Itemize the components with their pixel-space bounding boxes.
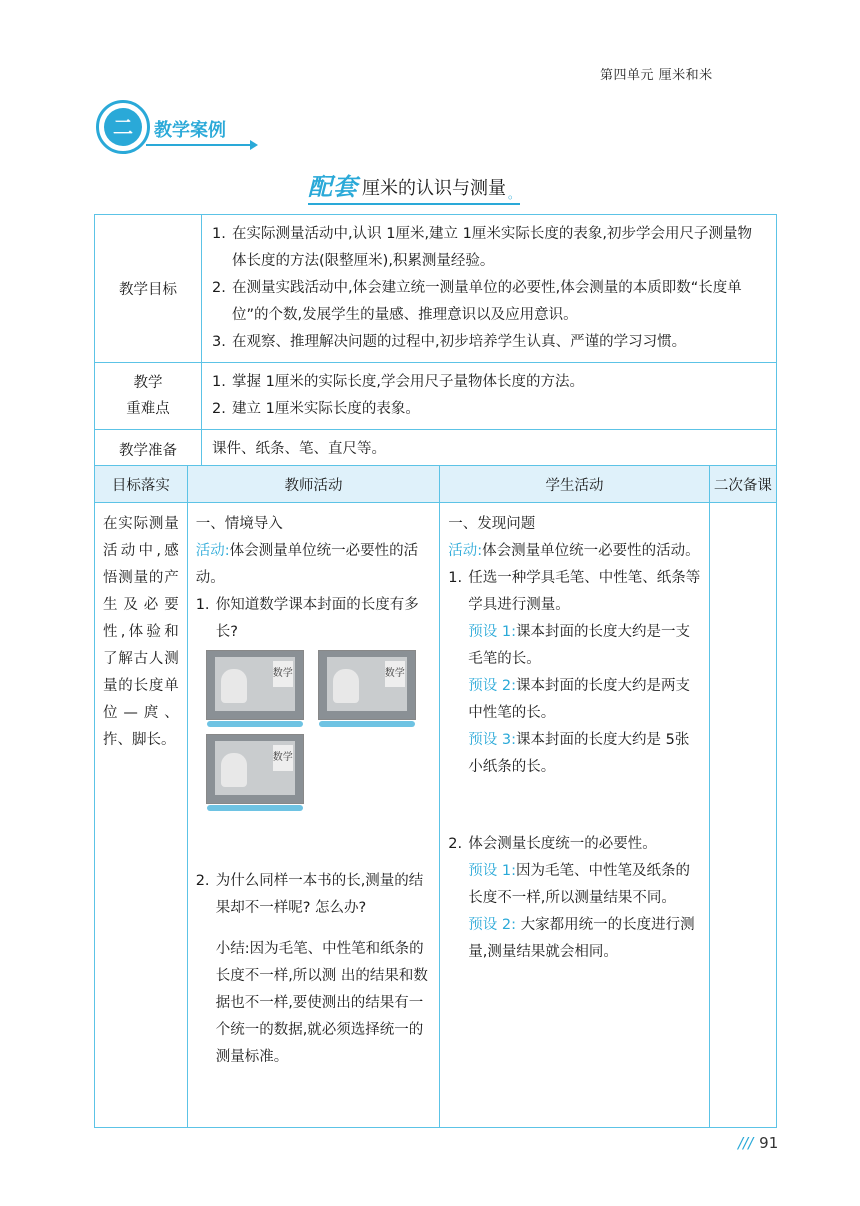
- header-student: 学生活动: [440, 466, 710, 503]
- page-number: /// 91: [738, 1134, 779, 1152]
- section-number-circle: [96, 100, 150, 154]
- objective-item: 1. 在实际测量活动中,认识 1厘米,建立 1厘米实际长度的表象,初步学会用尺子测量物体长度的方法(限整厘米),积累测量经验。: [212, 226, 752, 269]
- teacher-section-title: 一、情境导入: [195, 516, 283, 532]
- prep-row: [95, 430, 777, 470]
- lesson-title-text: 厘米的认识与测量: [362, 178, 506, 199]
- preset-item: 预设 1:因为毛笔、中性笔及纸条的长度不一样,所以测量结果不同。: [468, 863, 690, 906]
- title-underline: [308, 203, 520, 205]
- prep-content: 课件、纸条、笔、直尺等。: [202, 430, 777, 470]
- unit-header: 第四单元 厘米和米: [600, 68, 713, 83]
- objectives-content: [202, 215, 777, 363]
- preset-item: 预设 1:课本封面的长度大约是一支毛笔的长。: [468, 624, 690, 667]
- keypoints-label: 教学 重难点: [95, 363, 202, 430]
- keypoints-row: [95, 363, 777, 430]
- student-step-1: 1. 任选一种学具毛笔、中性笔、纸条等学具进行测量。: [448, 570, 701, 613]
- book-images-row: [206, 734, 432, 804]
- book-cover-image: 数学: [206, 650, 304, 720]
- header-target: 目标落实: [95, 466, 188, 503]
- student-section-title: 一、发现问题: [448, 516, 536, 532]
- teacher-question-2: 2. 为什么同样一本书的长,测量的结果却不一样呢? 怎么办?: [195, 873, 424, 916]
- preset-item: 预设 2:课本封面的长度大约是两支中性笔的长。: [468, 678, 690, 721]
- teacher-activity: 活动:体会测量单位统一必要性的活动。: [195, 543, 419, 586]
- preset-item: 预设 3:课本封面的长度大约是 5张小纸条的长。: [468, 732, 690, 775]
- book-cover-image: 数学: [206, 734, 304, 804]
- activity-table: [94, 465, 777, 1128]
- book-cover-image: 数学: [318, 650, 416, 720]
- section-number: 二: [104, 108, 142, 146]
- book-images-row: [206, 650, 432, 720]
- teacher-question-1: 1. 你知道数学课本封面的长度有多长?: [195, 597, 419, 640]
- student-activity: 活动:体会测量单位统一必要性的活动。: [448, 543, 700, 559]
- section-badge: [96, 100, 266, 160]
- activity-header-row: [95, 466, 777, 503]
- preset-item: 预设 2: 大家都用统一的长度进行测量,测量结果就会相同。: [468, 917, 695, 960]
- lesson-tag: 配套: [308, 173, 358, 201]
- gel-pen-image: [319, 721, 415, 727]
- keypoints-content: [202, 363, 777, 430]
- student-step-2: 2. 体会测量长度统一的必要性。: [448, 836, 657, 852]
- objective-item: 2. 在测量实践活动中,体会建立统一测量单位的必要性,体会测量的本质即数“长度单位”的个数,发展学生的量感、推理意识以及应用意识。: [212, 280, 742, 323]
- brush-pen-image: [207, 721, 303, 727]
- page-slashes: ///: [738, 1134, 754, 1152]
- header-teacher: 教师活动: [187, 466, 440, 503]
- revision-cell[interactable]: [709, 503, 776, 1128]
- teacher-cell: [187, 503, 440, 1128]
- prep-label: 教学准备: [95, 430, 202, 470]
- keypoint-item: 1. 掌握 1厘米的实际长度,学会用尺子量物体长度的方法。: [212, 374, 584, 390]
- paper-strip-image: [207, 805, 303, 811]
- lesson-title: [308, 172, 520, 202]
- target-cell: 在实际测量活动中,感悟测量的产生及必要性,体验和了解古人测量的长度单位—庹、拃、脚长。: [95, 503, 188, 1128]
- activity-body-row: [95, 503, 777, 1128]
- goals-table: [94, 214, 777, 470]
- keypoint-item: 2. 建立 1厘米实际长度的表象。: [212, 401, 420, 417]
- arrow-icon: [250, 140, 258, 150]
- objectives-label: 教学目标: [95, 215, 202, 363]
- teacher-summary: 小结:因为毛笔、中性笔和纸条的长度不一样,所以测 出的结果和数据也不一样,要使测出的结果有一个统一的数据,就必须选择统一的测量标准。: [215, 941, 428, 1065]
- objectives-row: [95, 215, 777, 363]
- section-label: 教学案例: [154, 120, 226, 141]
- student-cell: [440, 503, 710, 1128]
- header-revision: 二次备课: [709, 466, 776, 503]
- badge-underline: [146, 144, 252, 146]
- title-dot: 。: [508, 187, 521, 201]
- objective-item: 3. 在观察、推理解决问题的过程中,初步培养学生认真、严谨的学习习惯。: [212, 334, 687, 350]
